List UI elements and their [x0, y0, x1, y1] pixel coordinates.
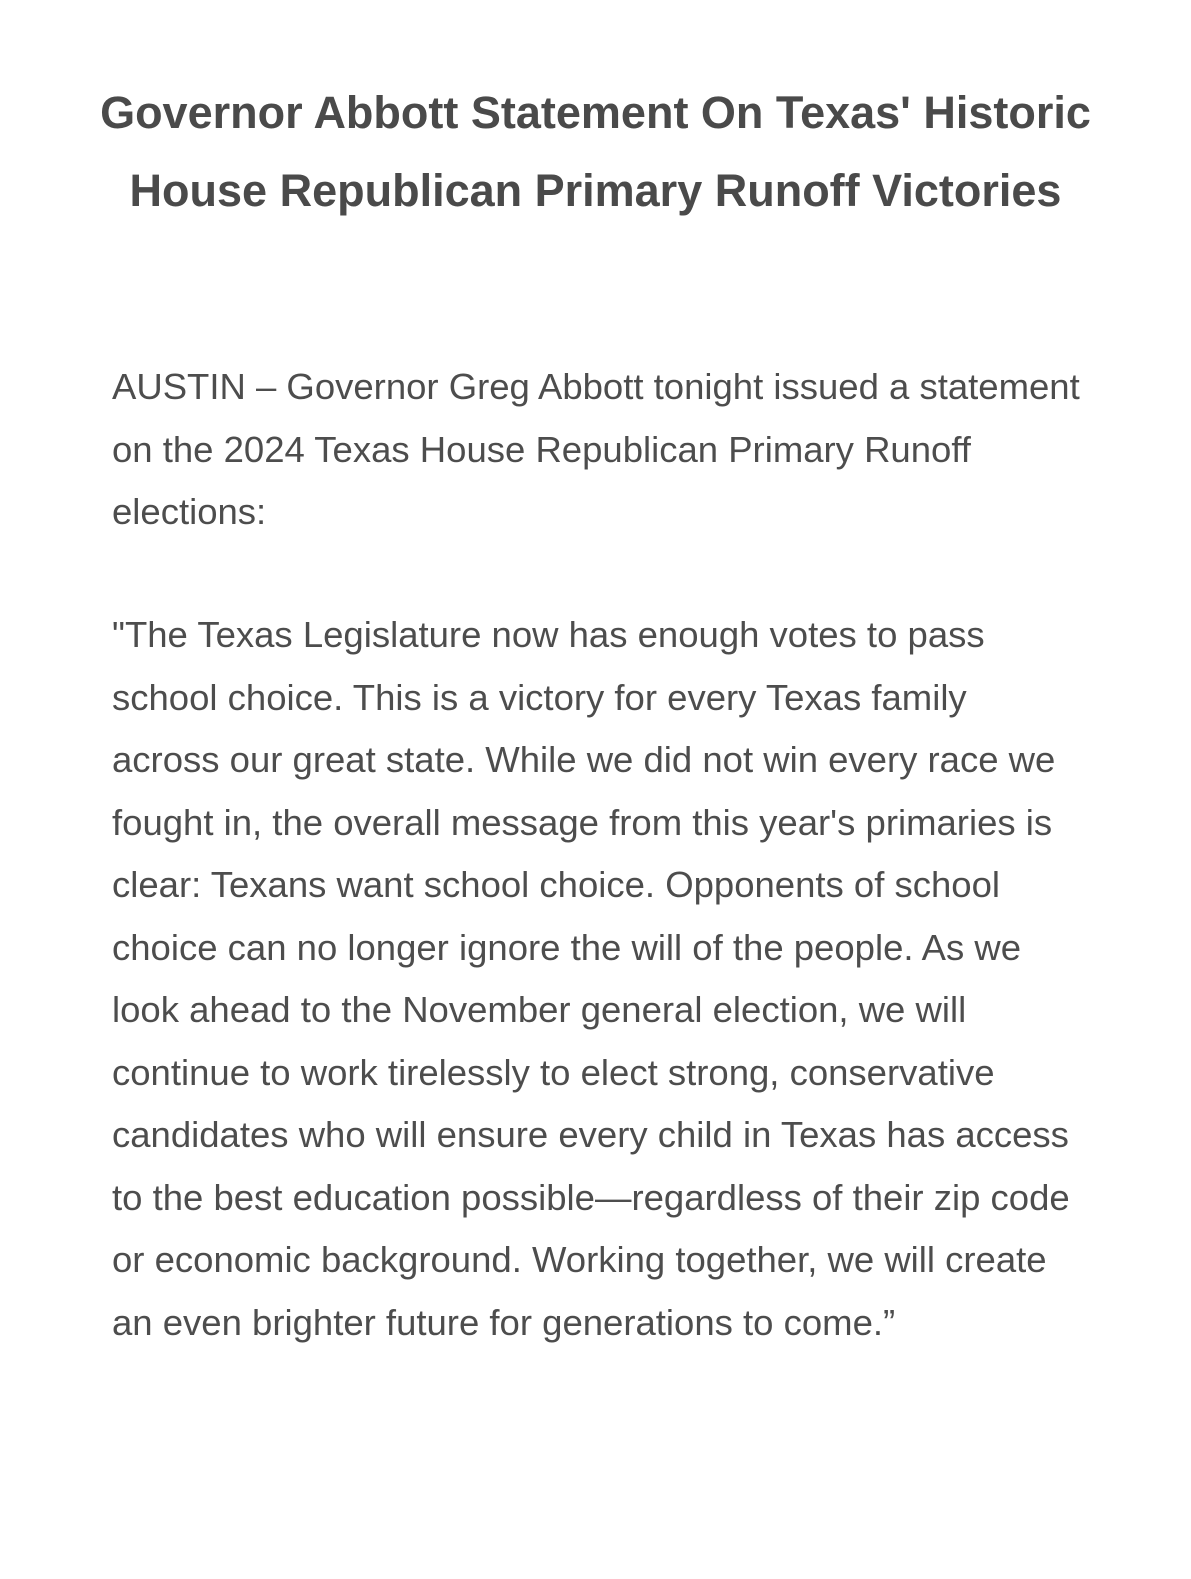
page-title: Governor Abbott Statement On Texas' Historic House Republican Primary Runoff Victories: [100, 87, 1091, 216]
intro-paragraph: AUSTIN – Governor Greg Abbott tonight issued a statement on the 2024 Texas House Republican Primary Runoff elections:: [112, 366, 1080, 532]
statement-quote: "The Texas Legislature now has enough votes to pass school choice. This is a victory for every Texas family across our great state. While we did not win every race we fought in, the overall message from this year's primaries is clear: Texans want school choice. Opponents of school choice can no longer ignore the will of the people. As we look ahead to the November general election, we will continue to work tirelessly to elect strong, conservative candidates who will ensure every child in Texas has access to the best education possible—regardless of their zip code or economic background. Working together, we will create an even brighter future for generations to come.”: [112, 614, 1070, 1343]
